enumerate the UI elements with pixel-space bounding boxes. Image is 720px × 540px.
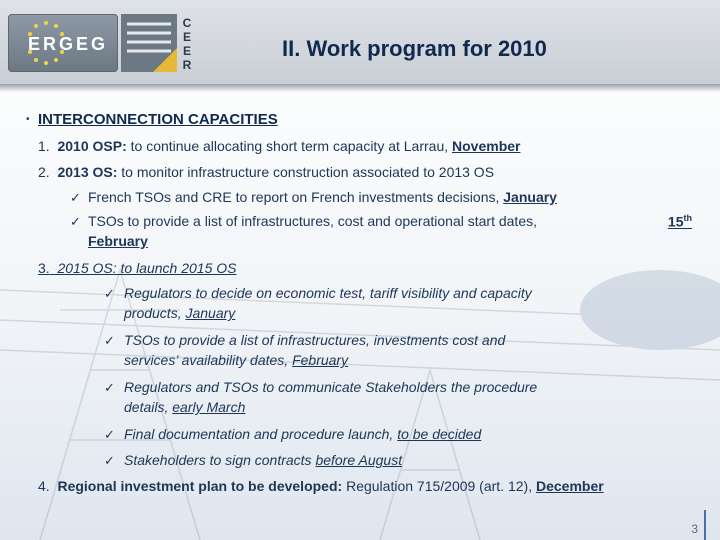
sub-item-deadline: to be decided xyxy=(397,426,482,442)
list-item-3 xyxy=(38,260,236,276)
list-item-1 xyxy=(38,138,520,154)
sub-item-text: Final documentation and procedure launch, xyxy=(124,426,398,442)
item-number: 3. xyxy=(38,260,50,276)
sub-item xyxy=(124,332,692,348)
check-icon: ✓ xyxy=(104,333,115,348)
list-item-4 xyxy=(38,478,604,494)
sub-item-text: details, xyxy=(124,399,173,415)
logo-text: ERGEG xyxy=(28,34,109,54)
section-heading: INTERCONNECTION CAPACITIES xyxy=(38,111,278,128)
sub-item-deadline xyxy=(668,213,692,230)
sub-item-text: Stakeholders to sign contracts xyxy=(124,452,316,468)
check-icon: ✓ xyxy=(104,380,115,395)
slide-title: II. Work program for 2010 xyxy=(282,36,547,61)
item-number: 1. xyxy=(38,138,50,154)
sub-item xyxy=(124,285,692,301)
sub-item-text: French TSOs and CRE to report on French investments decisions, xyxy=(88,189,504,205)
item-text: Regulation 715/2009 (art. 12), xyxy=(342,478,536,494)
sub-item-deadline: before August xyxy=(315,452,403,468)
sub-item-text: products, xyxy=(124,305,186,321)
deadline-day: 15 xyxy=(667,213,684,230)
sub-item-deadline: January xyxy=(185,305,236,321)
sub-item-continuation: February xyxy=(88,233,148,249)
page-number: 3 xyxy=(691,522,698,536)
item-label: Regional investment plan to be developed: xyxy=(57,478,343,494)
item-label: 2010 OSP: xyxy=(57,138,127,154)
sub-item xyxy=(88,213,692,230)
item-number: 2. xyxy=(38,164,50,180)
ceer-letter: R xyxy=(182,58,192,72)
item-number: 4. xyxy=(38,478,50,494)
sub-item xyxy=(124,379,692,395)
page-number-bar xyxy=(704,510,706,540)
sub-item-text: services’ availability dates, xyxy=(124,352,293,368)
sub-item-deadline: January xyxy=(503,189,557,205)
sub-item-deadline: early March xyxy=(172,399,246,415)
item-deadline: November xyxy=(452,138,521,154)
item-text: to continue allocating short term capacity at Larrau, xyxy=(126,138,453,154)
ceer-letter: C xyxy=(182,16,192,30)
sub-item-continuation xyxy=(124,352,348,368)
item-deadline: December xyxy=(535,478,604,494)
ceer-letter: E xyxy=(182,30,191,44)
sub-item-deadline: February xyxy=(292,352,349,368)
check-icon: ✓ xyxy=(104,453,115,468)
sub-item-continuation xyxy=(124,399,245,415)
sub-item-text: Regulators and TSOs to communicate Stakeholders the procedure xyxy=(124,379,538,395)
item-label: 2013 OS: xyxy=(57,164,118,180)
item-text: 2015 OS: to launch 2015 OS xyxy=(57,260,237,276)
sub-item-text: TSOs to provide a list of infrastructures, investments cost and xyxy=(124,332,506,348)
list-item-2 xyxy=(38,164,494,180)
sub-item-continuation xyxy=(124,305,235,321)
check-icon: ✓ xyxy=(104,427,115,442)
sub-item xyxy=(88,189,557,205)
ceer-letter: E xyxy=(182,44,191,58)
item-text: to monitor infrastructure construction associated to 2013 OS xyxy=(117,164,495,180)
check-icon: ✓ xyxy=(70,190,81,205)
bullet-icon: • xyxy=(26,114,30,125)
sub-item-text: TSOs to provide a list of infrastructures, cost and operational start dates, xyxy=(88,213,537,229)
sub-item xyxy=(124,426,481,442)
sub-item xyxy=(124,452,402,468)
check-icon: ✓ xyxy=(70,214,81,229)
check-icon: ✓ xyxy=(104,286,115,301)
sub-item-text: Regulators to decide on economic test, tariff visibility and capacity xyxy=(124,285,532,301)
deadline-suffix: th xyxy=(683,213,692,223)
